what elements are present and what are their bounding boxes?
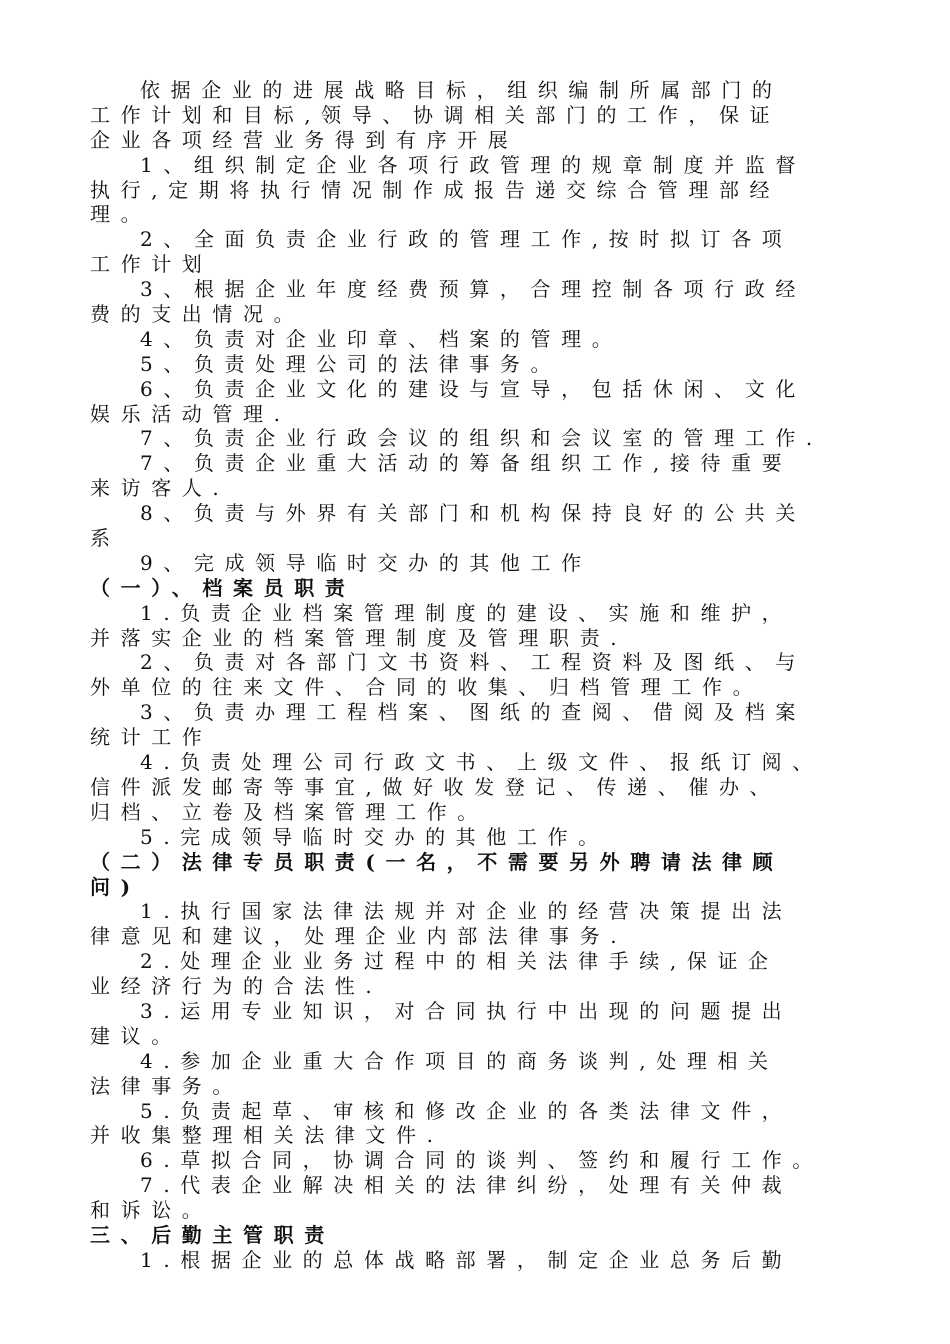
paragraph-line: 法律事务。 bbox=[90, 1073, 243, 1098]
section-heading: （二）法律专员职责(一名，不需要另外聘请法律顾 bbox=[90, 849, 784, 874]
paragraph-line: 5.负责起草、审核和修改企业的各类法律文件， bbox=[140, 1098, 793, 1123]
paragraph-line: 企业各项经营业务得到有序开展 bbox=[90, 127, 519, 152]
document-page bbox=[90, 78, 850, 1273]
paragraph-line: 4、负责对企业印章、档案的管理。 bbox=[140, 326, 623, 351]
paragraph-line: 1.执行国家法律法规并对企业的经营决策提出法 bbox=[140, 899, 793, 924]
paragraph-line: 2、全面负责企业行政的管理工作,按时拟订各项 bbox=[140, 227, 793, 252]
paragraph-line: 1、组织制定企业各项行政管理的规章制度并监督 bbox=[140, 152, 806, 177]
paragraph-line: 7、负责企业重大活动的筹备组织工作,接待重要 bbox=[140, 451, 793, 476]
paragraph-line: 娱乐活动管理. bbox=[90, 401, 291, 426]
paragraph-line: 工作计划和目标,领导、协调相关部门的工作，保证 bbox=[90, 102, 781, 127]
paragraph-line: 理。 bbox=[90, 202, 152, 227]
paragraph-line: 并收集整理相关法律文件. bbox=[90, 1123, 444, 1148]
section-heading: （一）、档案员职责 bbox=[90, 575, 356, 600]
paragraph-line: 律意见和建议，处理企业内部法律事务. bbox=[90, 924, 628, 949]
paragraph-line: 执行,定期将执行情况制作成报告递交综合管理部经 bbox=[90, 177, 781, 202]
paragraph-line: 3、负责办理工程档案、图纸的查阅、借阅及档案 bbox=[140, 700, 806, 725]
paragraph-line: 9、完成领导临时交办的其他工作 bbox=[140, 550, 592, 575]
paragraph-line: 系 bbox=[90, 526, 121, 551]
paragraph-line: 2.处理企业业务过程中的相关法律手续,保证企 bbox=[140, 949, 779, 974]
paragraph-line: 7、负责企业行政会议的组织和会议室的管理工作. bbox=[140, 426, 823, 451]
paragraph-line: 费的支出情况。 bbox=[90, 302, 305, 327]
paragraph-line: 建议。 bbox=[90, 1023, 182, 1048]
paragraph-line: 6、负责企业文化的建设与宣导，包括休闲、文化 bbox=[140, 376, 806, 401]
paragraph-line: 1.根据企业的总体战略部署，制定企业总务后勤 bbox=[140, 1247, 793, 1272]
paragraph-line: 归档、立卷及档案管理工作。 bbox=[90, 799, 488, 824]
paragraph-line: 来访客人. bbox=[90, 476, 230, 501]
paragraph-line: 1.负责企业档案管理制度的建设、实施和维护， bbox=[140, 600, 793, 625]
paragraph-line: 4.负责处理公司行政文书、上级文件、报纸订阅、 bbox=[140, 750, 823, 775]
paragraph-line: 依据企业的进展战略目标，组织编制所属部门的 bbox=[140, 78, 783, 102]
paragraph-line: 和诉讼。 bbox=[90, 1198, 213, 1223]
paragraph-line: 统计工作 bbox=[90, 725, 213, 750]
paragraph-line: 外单位的往来文件、合同的收集、归档管理工作。 bbox=[90, 675, 764, 700]
paragraph-line: 6.草拟合同，协调合同的谈判、签约和履行工作。 bbox=[140, 1148, 823, 1173]
paragraph-line: 2、负责对各部门文书资料、工程资料及图纸、与 bbox=[140, 650, 806, 675]
paragraph-line: 5.完成领导临时交办的其他工作。 bbox=[140, 824, 609, 849]
paragraph-line: 业经济行为的合法性. bbox=[90, 974, 383, 999]
section-heading: 三、后勤主管职责 bbox=[90, 1222, 335, 1247]
paragraph-line: 4.参加企业重大合作项目的商务谈判,处理相关 bbox=[140, 1048, 779, 1073]
paragraph-line: 3.运用专业知识，对合同执行中出现的问题提出 bbox=[140, 998, 793, 1023]
paragraph-line: 7.代表企业解决相关的法律纠纷，处理有关仲裁 bbox=[140, 1173, 793, 1198]
paragraph-line: 信件派发邮寄等事宜,做好收发登记、传递、催办、 bbox=[90, 774, 781, 799]
paragraph-line: 3、根据企业年度经费预算，合理控制各项行政经 bbox=[140, 277, 806, 302]
paragraph-line: 并落实企业的档案管理制度及管理职责. bbox=[90, 625, 628, 650]
paragraph-line: 5、负责处理公司的法律事务。 bbox=[140, 351, 562, 376]
section-heading: 问) bbox=[90, 874, 141, 899]
paragraph-line: 工作计划 bbox=[90, 252, 213, 277]
paragraph-line: 8、负责与外界有关部门和机构保持良好的公共关 bbox=[140, 501, 806, 526]
